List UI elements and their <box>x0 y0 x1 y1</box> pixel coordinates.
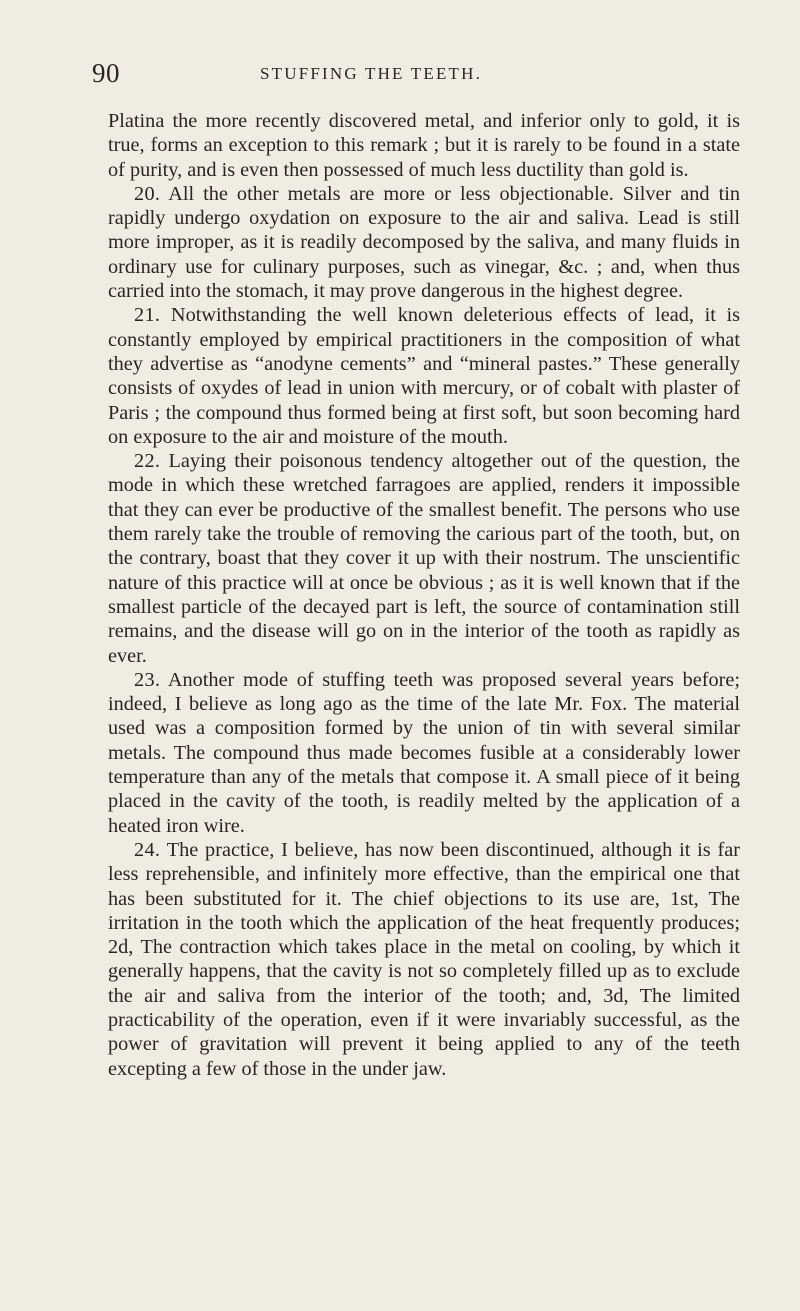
running-title: STUFFING THE TEETH. <box>260 64 483 83</box>
paragraph-20 <box>108 182 740 303</box>
paragraph-number: 24. <box>134 838 161 861</box>
paragraph-23 <box>108 668 740 838</box>
paragraph <box>108 109 740 182</box>
paragraph-text: Platina the more recently discovered metal, and inferior only to gold, it is true, forms an exception to this remark ; but it is rarely to be found in a state of purity, and is even then possessed of much less ductility than gold is. <box>108 110 740 181</box>
paragraph-text: Notwithstanding the well known deleterious effects of lead, it is constantly employed by empirical practitioners in the composition of what they advertise as “anodyne cements” and “mineral pastes.” These generally consists of oxydes of lead in union with mercury, or of cobalt with plaster of Paris ; the compound thus formed being at first soft, but soon becoming hard on exposure to the air and moisture of the mouth. <box>108 304 741 448</box>
paragraph-number: 22. <box>134 450 161 473</box>
paragraph-21 <box>108 303 740 449</box>
paragraph-22 <box>108 449 740 668</box>
paragraph-24 <box>108 838 740 1081</box>
body-text <box>108 109 740 1081</box>
page-number: 90 <box>92 58 120 88</box>
paragraph-number: 23. <box>134 668 161 691</box>
paragraph-number: 20. <box>134 182 161 205</box>
running-head <box>92 58 740 88</box>
paragraph-text: Another mode of stuffing teeth was proposed several years before; indeed, I believe as long ago as the time of the late Mr. Fox. The material used was a composition formed by the union of tin with several similar metals. The compound thus made becomes fusible at a considerably lower temperature than any of the metals that compose it. A small piece of it being placed in the cavity of the tooth, is readily melted by the application of a heated iron wire. <box>108 668 740 837</box>
paragraph-text: The practice, I believe, has now been discontinued, although it is far less reprehensible, and infinitely more effective, than the empirical one that has been substituted for it. The chief objections to its use are, 1st, The irritation in the tooth which the application of the heat frequently produces; 2d, The contraction which takes place in the metal on cooling, by which it generally happens, that the cavity is not so completely filled up as to exclude the air and saliva from the interior of the tooth; and, 3d, The limited practicability of the operation, even if it were invariably successful, as the power of gravitation will prevent it being applied to any of the teeth excepting a few of those in the under jaw. <box>108 838 740 1080</box>
paragraph-number: 21. <box>134 304 161 327</box>
paragraph-text: All the other metals are more or less objectionable. Silver and tin rapidly undergo oxydation on exposure to the air and saliva. Lead is still more improper, as it is readily decomposed by the saliva, and many fluids in ordinary use for culinary purposes, such as vinegar, &c. ; and, when thus carried into the stomach, it may prove dangerous in the highest degree. <box>108 182 740 303</box>
paragraph-text: Laying their poisonous tendency altogether out of the question, the mode in which these wretched farragoes are applied, renders it impossible that they can ever be productive of the smallest benefit. The persons who use them rarely take the trouble of removing the carious part of the tooth, but, on the contrary, boast that they cover it up with their nostrum. The unscientific nature of this practice will at once be obvious ; as it is well known that if the smallest particle of the decayed part is left, the source of contamination still remains, and the disease will go on in the interior of the tooth as rapidly as ever. <box>108 450 740 667</box>
